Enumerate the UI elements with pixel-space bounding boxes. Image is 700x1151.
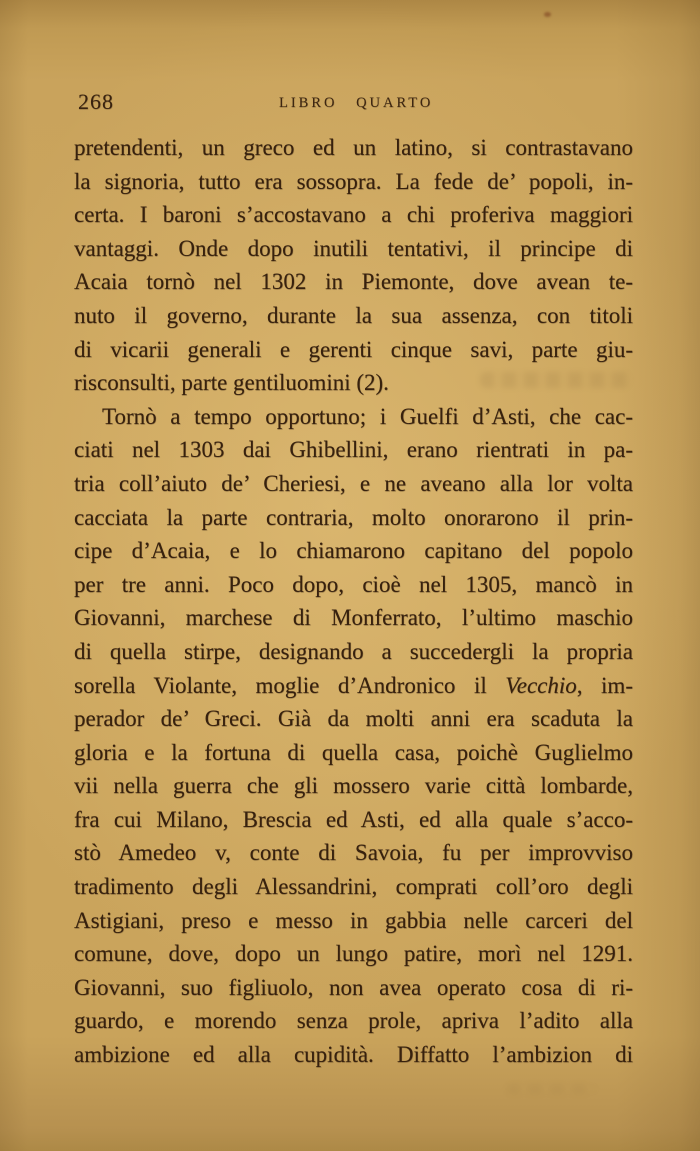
text-line: di quella stirpe, designando a succedergli la propria [74, 638, 633, 664]
text-line: gloria e la fortuna di quella casa, poichè Guglielmo [74, 739, 633, 765]
show-through-smudge [506, 1083, 596, 1095]
text-line: tradimento degli Alessandrini, comprati coll’oro degli [74, 874, 633, 900]
text-line: comune, dove, dopo un lungo patire, morì nel 1291. [74, 941, 633, 967]
text-line: pretendenti, un greco ed un latino, si contrastavano [74, 135, 633, 160]
text-line: perador de’ Greci. Già da molti anni era scaduta la [74, 706, 633, 732]
text-line: tria coll’aiuto de’ Cheriesi, e ne aveano alla lor volta [74, 470, 633, 496]
text-line: sorella Violante, moglie d’Andronico il Vecchio, im- [74, 672, 633, 698]
page-number: 268 [78, 89, 114, 114]
running-head: LIBRO QUARTO [278, 95, 434, 111]
text-line: Tornò a tempo opportuno; i Guelfi d’Asti, che cac- [102, 403, 633, 429]
text-line: guardo, e morendo senza prole, apriva l’adito alla [74, 1008, 633, 1034]
text-line: risconsulti, parte gentiluomini (2). [74, 370, 389, 396]
text-line: nuto il governo, durante la sua assenza, con titoli [74, 302, 633, 328]
paper-speck [544, 12, 551, 17]
text-line: certa. I baroni s’accostavano a chi proferiva maggiori [74, 202, 633, 228]
text-line: di vicarii generali e gerenti cinque savi, parte giu- [74, 336, 633, 362]
text-line: vantaggi. Onde dopo inutili tentativi, il principe di [74, 235, 633, 261]
text-line: Acaia tornò nel 1302 in Piemonte, dove avean te- [74, 269, 633, 295]
text-line: Astigiani, preso e messo in gabbia nelle carceri del [74, 907, 633, 933]
text-line: la signoria, tutto era sossopra. La fede de’ popoli, in- [74, 168, 633, 194]
show-through-smudge [480, 372, 632, 388]
text-line: per tre anni. Poco dopo, cioè nel 1305, mancò in [74, 571, 633, 597]
text-line: ciati nel 1303 dai Ghibellini, erano rientrati in pa- [74, 437, 633, 463]
text-line: cacciata la parte contraria, molto onorarono il prin- [74, 504, 633, 530]
text-line: Giovanni, marchese di Monferrato, l’ultimo maschio [74, 605, 633, 631]
text-line: fra cui Milano, Brescia ed Asti, ed alla quale s’acco- [74, 806, 633, 832]
text-line: cipe d’Acaia, e lo chiamarono capitano del popolo [74, 538, 633, 564]
body-text-block [74, 131, 633, 1072]
text-line: Giovanni, suo figliuolo, non avea operato cosa di ri- [74, 974, 633, 1000]
text-line: stò Amedeo v, conte di Savoia, fu per improvviso [74, 840, 633, 866]
text-line: ambizione ed alla cupidità. Diffatto l’ambizion di [74, 1042, 633, 1068]
text-line: vii nella guerra che gli mossero varie città lombarde, [74, 773, 633, 799]
